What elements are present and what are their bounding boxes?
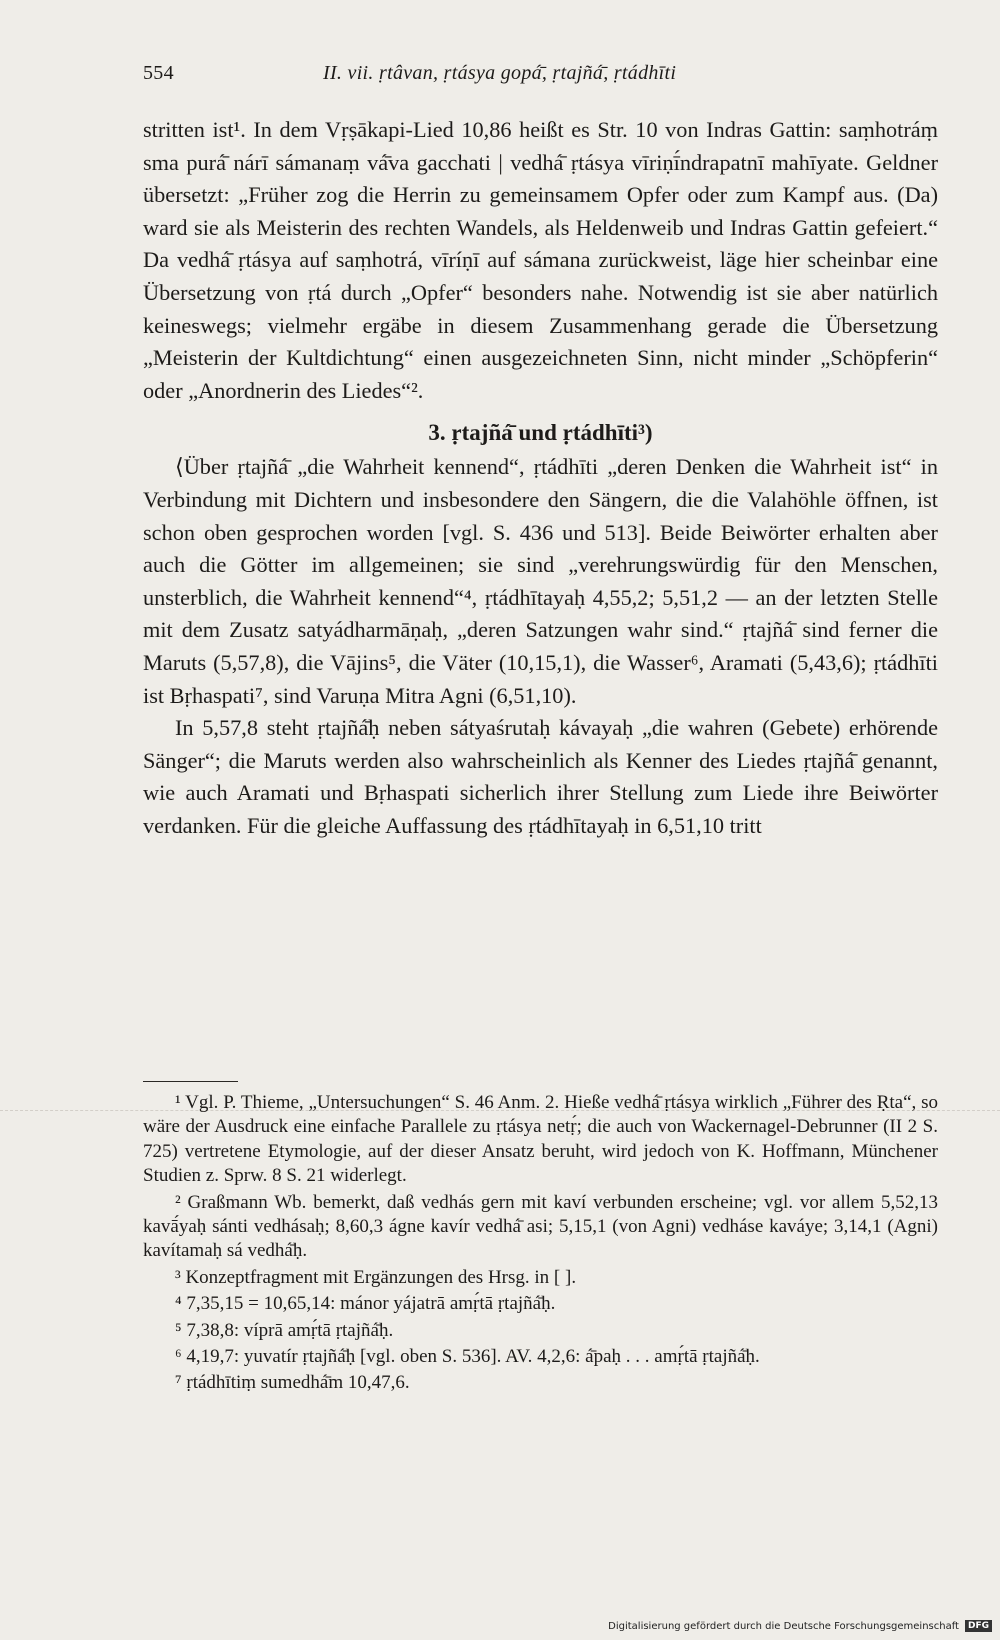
footnote-7: ⁷ ṛtádhītiṃ sumedhá̄m 10,47,6. bbox=[175, 1372, 410, 1394]
footnote-4: ⁴ 7,35,15 = 10,65,14: mánor yájatrā amṛ́tā ṛtajñá̄ḥ. bbox=[175, 1293, 556, 1315]
footnote-6: ⁶ 4,19,7: yuvatír ṛtajñá̄ḥ [vgl. oben S. 536]. AV. 4,2,6: á̄paḥ . . . amṛ́tā ṛtajñá̄ḥ. bbox=[175, 1346, 760, 1368]
page-number: 554 bbox=[143, 62, 174, 84]
dfg-logo: DFG bbox=[965, 1620, 992, 1632]
footnote-5: ⁵ 7,38,8: víprā amṛ́tā ṛtajñá̄ḥ. bbox=[175, 1319, 394, 1341]
footer-text: Digitalisierung gefördert durch die Deutsche Forschungsgemeinschaft bbox=[608, 1620, 959, 1632]
digitization-footer bbox=[608, 1620, 992, 1632]
section-heading: 3. ṛtajñá̄ und ṛtádhīti³) bbox=[428, 420, 653, 446]
paragraph-2: ⟨Über ṛtajñá̄ „die Wahrheit kennend“, ṛtádhīti „deren Denken die Wahrheit ist“ in Verbindung mit Dichtern und insbesondere den Sängern, die die Valahöhle öffnen, ist schon oben gesprochen worden [vgl. S. 436 und 513]. Beide Beiwörter erhalten aber auch die Götter im allgemeinen; sie sind „verehrungswürdig für den Menschen, unsterblich, die Wahrheit kennend“⁴, ṛtádhītayaḥ 4,55,2; 5,51,2 — an der letzten Stelle mit dem Zusatz satyádharmāṇaḥ, „deren Satzungen wahr sind.“ ṛtajñá̄ sind ferner die Maruts (5,57,8), die Vājins⁵, die Väter (10,15,1), die Wasser⁶, Aramati (5,43,6); ṛtádhīti ist Bṛhaspati⁷, sind Varuṇa Mitra Agni (6,51,10). bbox=[143, 454, 938, 708]
paragraph-1: stritten ist¹. In dem Vṛṣākapi-Lied 10,86 heißt es Str. 10 von Indras Gattin: saṃhotráṃ sma purá̄ nárī sámanaṃ vá̄va gacchati | vedhá̄ ṛtásya vīriṇī́ndrapatnī mahīyate. Geldner übersetzt: „Früher zog die Herrin zu gemeinsamem Opfer oder zum Kampf aus. (Da) ward sie als Meisterin des rechten Wandels, als Heldenweib und Indras Gattin gefeiert.“ Da vedhá̄ ṛtásya auf saṃhotrá, vīríṇī auf sámana zurückweist, läge hier scheinbar eine Übersetzung von ṛtá durch „Opfer“ besonders nahe. Notwendig ist sie aber natürlich keineswegs; vielmehr ergäbe in diesem Zusammenhang gerade die Übersetzung „Meisterin der Kultdichtung“ einen ausgezeichneten Sinn, nicht minder „Schöpferin“ oder „Anordnerin des Liedes“². bbox=[143, 117, 938, 403]
main-text bbox=[143, 114, 938, 842]
footnote-3: ³ Konzeptfragment mit Ergänzungen des Hrsg. in [ ]. bbox=[175, 1266, 577, 1288]
footnote-2: ² Graßmann Wb. bemerkt, daß vedhás gern mit kaví verbunden erscheine; vgl. vor allem 5,52,13 kavā́yaḥ sánti vedhásaḥ; 8,60,3 ágne kavír vedhá̄ asi; 5,15,1 (von Agni) vedháse kaváye; 3,14,1 (Agni) kavítamaḥ sá vedhá̄ḥ. bbox=[143, 1191, 938, 1262]
footnote-1: ¹ Vgl. P. Thieme, „Untersuchungen“ S. 46 Anm. 2. Hieße vedhá̄ ṛtásya wirklich „Führer des Ṛta“, so wäre der Ausdruck eine einfache Parallele zu ṛtásya netṛ́; die auch von Wackernagel-Debrunner (II 2 S. 725) vertretene Etymologie, auf der dieser Ansatz beruht, wird jedoch von K. Hoffmann, Münchener Studien z. Sprw. 8 S. 21 widerlegt. bbox=[143, 1092, 938, 1187]
running-title: II. vii. ṛtâvan, ṛtásya gopá̄, ṛtajñá̄, ṛtádhīti bbox=[323, 62, 677, 84]
paragraph-3: In 5,57,8 steht ṛtajñá̄ḥ neben sátyaśrutaḥ kávayaḥ „die wahren (Gebete) erhörende Sänger“; die Maruts werden also wahrscheinlich als Kenner des Liedes ṛtajñá̄ genannt, wie auch Aramati und Bṛhaspati sicherlich ihrer Stellung zum Liede ihre Beiwörter verdanken. Für die gleiche Auffassung des ṛtádhītayaḥ in 6,51,10 tritt bbox=[143, 715, 938, 838]
footnotes bbox=[143, 1081, 938, 1396]
